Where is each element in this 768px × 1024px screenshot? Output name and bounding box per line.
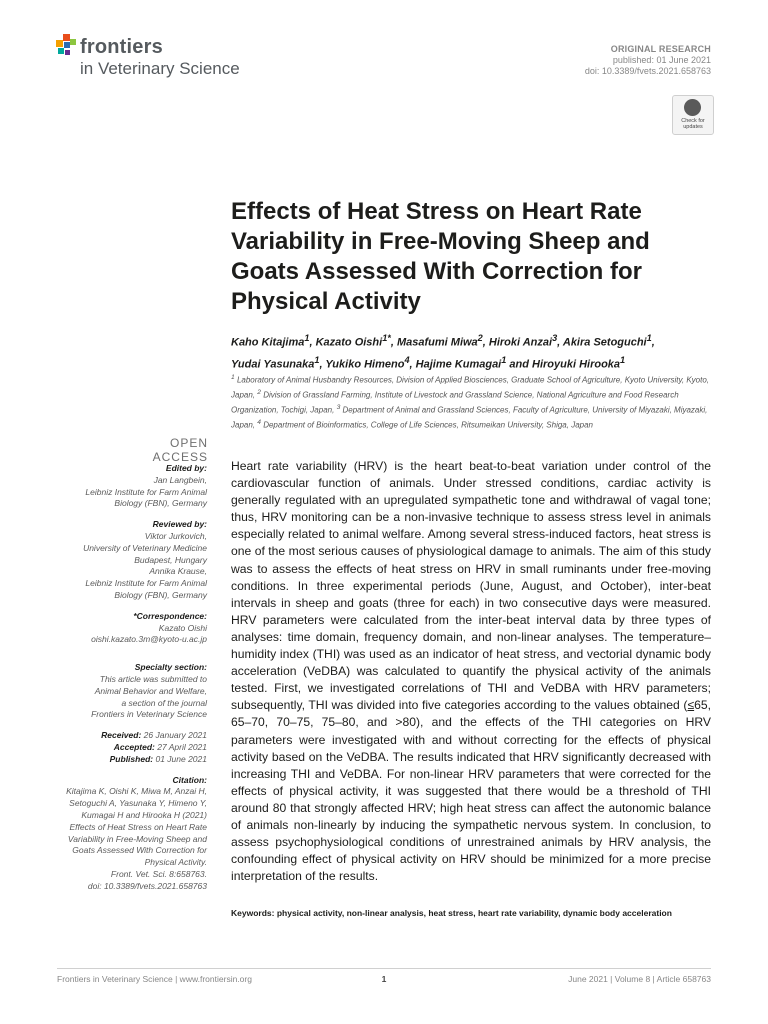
- affil-sup: 4: [257, 419, 261, 427]
- citation-line: Setoguchi A, Yasunaka Y, Himeno Y,: [69, 798, 207, 809]
- accepted-date: 27 April 2021: [157, 741, 207, 752]
- reviewed-by-heading: Reviewed by:: [152, 519, 207, 530]
- citation-doi[interactable]: doi: 10.3389/fvets.2021.658763: [87, 880, 207, 891]
- open-access-label: OPEN ACCESS: [152, 436, 208, 464]
- edited-by-block: [52, 463, 207, 510]
- doi[interactable]: doi: 10.3389/fvets.2021.658763: [584, 66, 711, 76]
- logo-journal-name: in Veterinary Science: [80, 59, 240, 78]
- abstract-text: Heart rate variability (HRV) is the heart beat-to-beat variation under control of the cardiovascular function of animals. Under stressed conditions, cardiac activity is generally regulated with an upregulated sympathetic tone and withdrawal of vagal tone; thus, HRV monitoring can be a non-invasive technique to assess stress level in animals especially related to animal welfare. Among several stress-induced factors, heat stress is one of the most serious causes of physiological damage to animals. The aim of this study was to assess the effects of heat stress on HRV in small ruminants under free-moving conditions. In three experimental periods (June, August, and October), inter-beat intervals in sheep and goats (three for each) in two consecutive days were measured. HRV parameters were calculated from the inter-beat interval data by three types of analyses: time domain, frequency domain, and non-linear analyses. The temperature–humidity index (THI) was used as an indicator of heat stress, and vectorial dynamic body acceleration (VeDBA) was calculated to quantify the physical activity of the animals tested. First, we investigated correlations of THI and VeDBA with HRV parameters; subsequently, THI was divided into five categories according to the values obtained (: [231, 459, 711, 713]
- abstract-text: 65, 65–70, 70–75, 75–80, and >80), and the effects of the THI categories on HRV parameters were investigated with and without correcting for the effects of physical activity based on the VeDBA. The results indicated that HRV significantly decreased with increasing THI and VeDBA. For non-linear HRV parameters that were corrected for the effects of physical activity, it was suggested that there would be a threshold of THI around 80 that strongly affected HRV; high heat stress can affect the autonomic balance of animals non-linearly by inducing the sympathetic nervous system. In conclusion, to assess psychophysiological conditions of unrestrained animals by HRV analysis, the confounding effect of physical activity on HRV should be minimized for a more precise interpretation of the results.: [231, 698, 711, 884]
- citation-line: Kumagai H and Hirooka H (2021): [81, 809, 207, 820]
- footer-journal-link[interactable]: Frontiers in Veterinary Science | www.frontiersin.org: [57, 974, 252, 984]
- received-label: Received:: [101, 730, 142, 741]
- citation-line: Variability in Free-Moving Sheep and: [67, 833, 207, 844]
- reviewer-line: Biology (FBN), Germany: [114, 589, 207, 600]
- article-meta: [585, 44, 711, 77]
- author-sup: 2: [477, 333, 483, 343]
- edited-by-heading: Edited by:: [165, 463, 207, 473]
- correspondence-email[interactable]: oishi.kazato.3m@kyoto-u.ac.jp: [91, 634, 207, 645]
- received-date: 26 January 2021: [143, 730, 207, 741]
- keywords: [231, 908, 711, 918]
- received-line: [52, 730, 207, 742]
- sidebar-info: [52, 463, 207, 902]
- author[interactable]: Kaho Kitajima: [231, 336, 305, 349]
- author-sup: 1*: [382, 333, 391, 343]
- correspondence-name: Kazato Oishi: [158, 622, 207, 633]
- editor-line: Leibniz Institute for Farm Animal: [85, 486, 207, 497]
- affiliation: Department of Bioinformatics, College of Life Sciences, Ritsumeikan University, Shiga, Japan: [263, 421, 593, 431]
- frontiers-logo-icon: [56, 34, 78, 58]
- reviewed-by-block: [52, 519, 207, 602]
- author-sup: 3: [552, 333, 558, 343]
- correspondence-block: [52, 611, 207, 646]
- published-label: Published:: [109, 753, 154, 764]
- specialty-line: This article was submitted to: [99, 673, 207, 684]
- abstract-symbol: ≤: [687, 698, 695, 713]
- specialty-block: [52, 662, 207, 721]
- affiliation: Department of Animal and Grassland Sciences, Faculty of Agriculture, University of Miyazaki, Miyazaki, Japan,: [231, 405, 708, 431]
- affil-sup: 1: [231, 374, 235, 381]
- correspondence-heading: *Correspondence:: [133, 610, 207, 621]
- reviewer-line[interactable]: Viktor Jurkovich,: [144, 530, 207, 541]
- citation-heading: Citation:: [172, 774, 207, 785]
- author-sup: 1: [304, 333, 310, 343]
- sidebar-published-date: 01 June 2021: [155, 753, 207, 764]
- author-list: Kaho Kitajima$^1$, Kazato Oishi$^{1*}$, Masafumi Miwa$^2$, Hiroki Anzai$^3$, Akira Setoguchi$^1$, Yudai Yasunaka$^1$, Yukiko Himeno$^4$, Hajime Kumagai$^1$ and Hiroyuki Hirooka$^1$: [231, 333, 655, 371]
- author[interactable]: Masafumi Miwa: [396, 336, 478, 349]
- author-sup: 1: [620, 354, 626, 365]
- author[interactable]: Akira Setoguchi: [562, 336, 647, 349]
- author-sup: 4: [404, 354, 410, 365]
- article-type: ORIGINAL RESEARCH: [610, 44, 711, 54]
- author[interactable]: Hiroki Anzai: [488, 336, 553, 349]
- author[interactable]: Yudai Yasunaka: [231, 358, 315, 371]
- check-updates-icon: [684, 99, 701, 116]
- check-for-updates-badge[interactable]: [672, 95, 714, 135]
- author[interactable]: Hajime Kumagai: [415, 358, 502, 371]
- reviewer-line: Leibniz Institute for Farm Animal: [85, 578, 207, 589]
- affil-sup: 2: [257, 389, 261, 397]
- affiliations: [231, 372, 711, 433]
- accepted-line: [52, 742, 207, 754]
- footer-issue-info: June 2021 | Volume 8 | Article 658763: [568, 974, 711, 984]
- specialty-line: Frontiers in Veterinary Science: [91, 709, 207, 720]
- dates-block: [52, 730, 207, 765]
- editor-line: Biology (FBN), Germany: [114, 498, 207, 509]
- citation-line: Kitajima K, Oishi K, Miwa M, Anzai H,: [66, 786, 207, 797]
- reviewer-line[interactable]: Annika Krause,: [149, 566, 207, 577]
- logo-wordmark: frontiers: [80, 36, 163, 58]
- reviewer-line: University of Veterinary Medicine: [83, 542, 207, 553]
- citation-block: [52, 775, 207, 893]
- author-sup: 1: [501, 354, 507, 365]
- page-number: 1: [381, 974, 387, 984]
- accepted-label: Accepted:: [113, 741, 155, 752]
- article-title: Effects of Heat Stress on Heart Rate Variability in Free-Moving Sheep and Goats Assessed With Correction for Physical Activity: [231, 198, 650, 315]
- keywords-label: Keywords:: [231, 908, 275, 918]
- citation-line: Effects of Heat Stress on Heart Rate: [69, 821, 207, 832]
- footer-divider: [57, 968, 711, 969]
- affiliation: Division of Grassland Farming, Institute of Livestock and Grassland Science, National Agriculture and Food Research Organization, Tochigi, Japan,: [231, 390, 679, 415]
- published-line: [52, 754, 207, 766]
- reviewer-line: Budapest, Hungary: [134, 554, 207, 565]
- affiliation: Laboratory of Animal Husbandry Resources, Division of Applied Biosciences, Graduate School of Agriculture, Kyoto University, Kyoto, Japan,: [231, 375, 710, 400]
- author[interactable]: Hiroyuki Hirooka: [532, 358, 621, 371]
- published-date: published: 01 June 2021: [612, 55, 711, 65]
- journal-logo[interactable]: [56, 32, 256, 82]
- author[interactable]: Kazato Oishi: [315, 336, 383, 349]
- author[interactable]: Yukiko Himeno: [325, 358, 405, 371]
- citation-line: Physical Activity.: [144, 857, 207, 868]
- citation-line: Front. Vet. Sci. 8:658763.: [110, 868, 207, 879]
- specialty-heading: Specialty section:: [134, 662, 207, 673]
- author-sup: 1: [314, 354, 320, 365]
- abstract: [231, 458, 711, 885]
- author-sup: 1: [646, 333, 652, 343]
- specialty-line: Animal Behavior and Welfare,: [94, 685, 207, 696]
- affil-sup: 3: [336, 404, 341, 412]
- check-updates-label: Check for updates: [681, 118, 705, 130]
- keywords-list: physical activity, non-linear analysis, heat stress, heart rate variability, dynamic body acceleration: [276, 908, 672, 918]
- citation-line: Goats Assessed With Correction for: [72, 845, 207, 856]
- specialty-line: a section of the journal: [121, 697, 207, 708]
- editor-line[interactable]: Jan Langbein,: [153, 474, 207, 485]
